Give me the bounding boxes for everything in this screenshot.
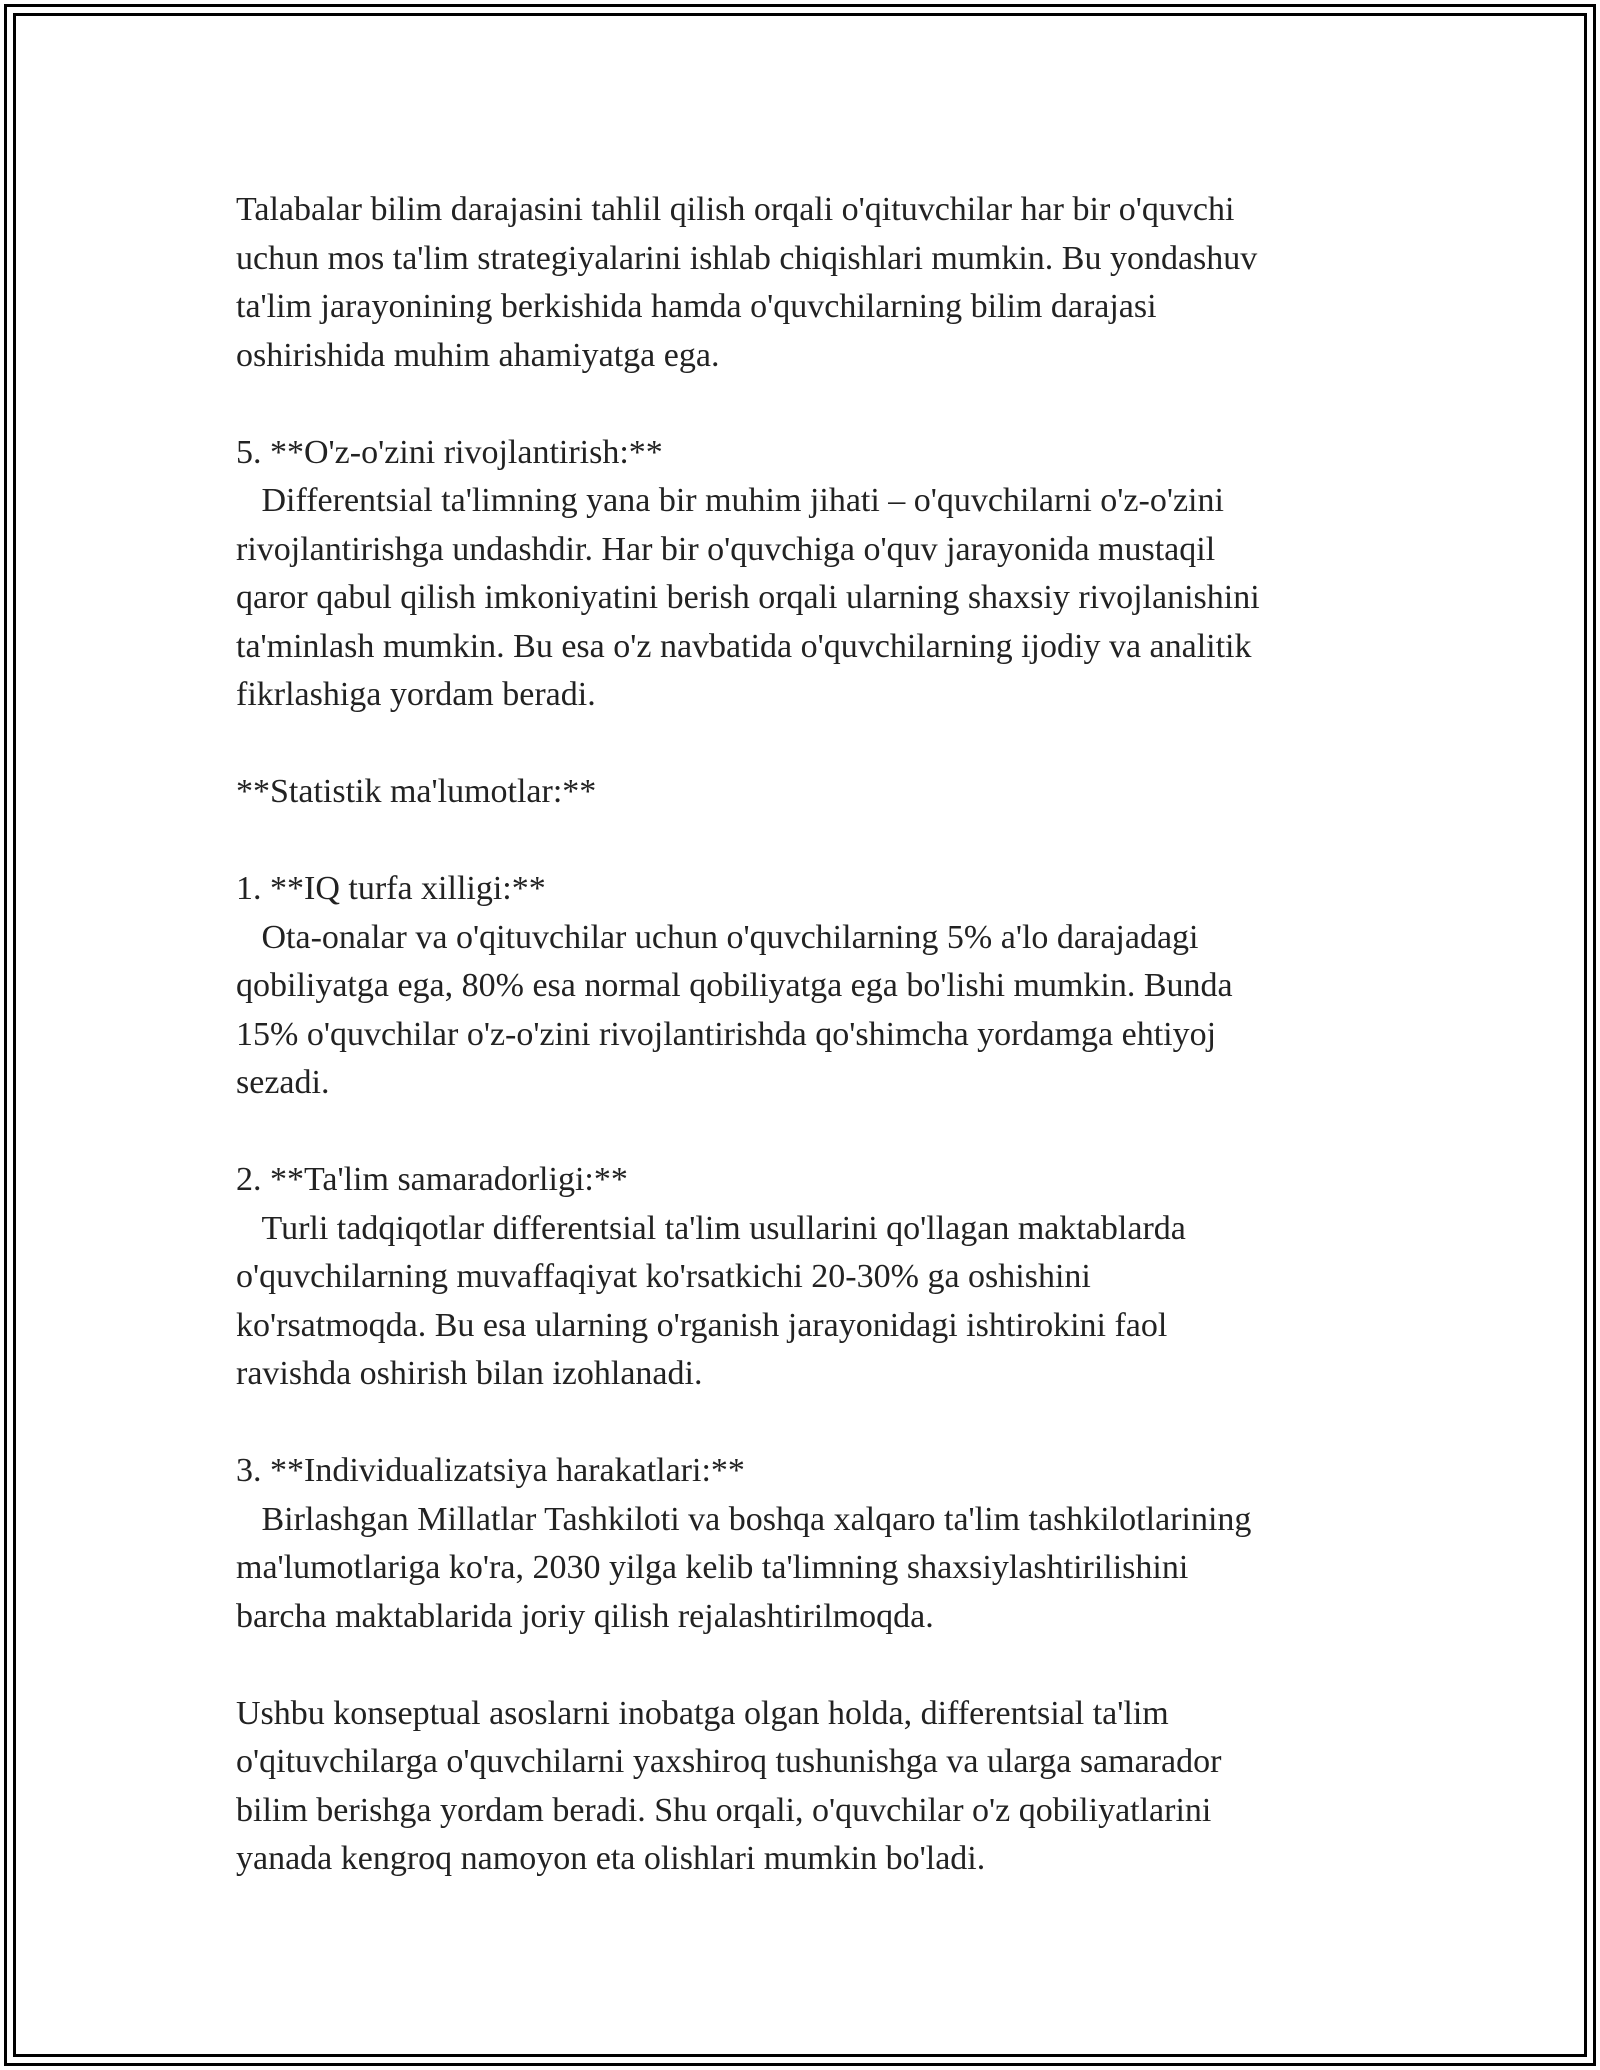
stat-3-body: Birlashgan Millatlar Tashkiloti va boshqa xalqaro ta'lim tashkilotlarining ma'lumotlariga ko'ra, 2030 yilga kelib ta'limning shaxsiylashtirilishini barcha maktablarida joriy qilish rejalashtirilmoqda. bbox=[236, 1500, 1252, 1635]
stat-2-body: Turli tadqiqotlar differentsial ta'lim usullarini qo'llagan maktablarda o'quvchilarning muvaffaqiyat ko'rsatkichi 20-30% ga oshishini ko'rsatmoqda. Bu esa ularning o'rganish jarayonidagi ishtirokini faol ravishda oshirish bilan izohlanadi. bbox=[236, 1209, 1186, 1392]
document-body bbox=[236, 186, 1366, 1884]
paragraph-spacer bbox=[236, 817, 1366, 866]
intro-paragraph: Talabalar bilim darajasini tahlil qilish orqali o'qituvchilar har bir o'quvchi uchun mos ta'lim strategiyalarini ishlab chiqishlari mumkin. Bu yondashuv ta'lim jarayonining berkishida hamda o'quvchilarning bilim darajasi oshirishida muhim ahamiyatga ega. bbox=[236, 191, 1258, 374]
section-5-heading: 5. **O'z-o'zini rivojlantirish:** bbox=[236, 433, 663, 471]
statistics-heading: **Statistik ma'lumotlar:** bbox=[236, 773, 597, 810]
stat-1-heading: 1. **IQ turfa xilligi:** bbox=[236, 870, 546, 907]
paragraph-spacer bbox=[236, 720, 1366, 769]
stat-3-heading: 3. **Individualizatsiya harakatlari:** bbox=[236, 1452, 745, 1489]
paragraph-spacer bbox=[236, 1641, 1366, 1690]
conclusion-paragraph: Ushbu konseptual asoslarni inobatga olgan holda, differentsial ta'lim o'qituvchilarga o'quvchilarni yaxshiroq tushunishga va ularga samarador bilim berishga yordam beradi. Shu orqali, o'quvchilar o'z qobiliyatlarini yanada kengroq namoyon eta olishlari mumkin bo'ladi. bbox=[236, 1694, 1222, 1877]
stat-2-heading: 2. **Ta'lim samaradorligi:** bbox=[236, 1161, 628, 1198]
paragraph-spacer bbox=[236, 1108, 1366, 1157]
stat-1-body: Ota-onalar va o'qituvchilar uchun o'quvchilarning 5% a'lo darajadagi qobiliyatga ega, 80% esa normal qobiliyatga ega bo'lishi mumkin. Bunda 15% o'quvchilar o'z-o'zini rivojlantirishda qo'shimcha yordamga ehtiyoj sezadi. bbox=[236, 918, 1233, 1101]
paragraph-spacer bbox=[236, 380, 1366, 429]
section-5-body: Differentsial ta'limning yana bir muhim jihati – o'quvchilarni o'z-o'zini rivojlantirishga undashdir. Har bir o'quvchiga o'quv jarayonida mustaqil qaror qabul qilish imkoniyatini berish orqali ularning shaxsiy rivojlanishini ta'minlash mumkin. Bu esa o'z navbatida o'quvchilarning ijodiy va analitik fikrlashiga yordam beradi. bbox=[236, 482, 1260, 713]
paragraph-spacer bbox=[236, 1399, 1366, 1448]
